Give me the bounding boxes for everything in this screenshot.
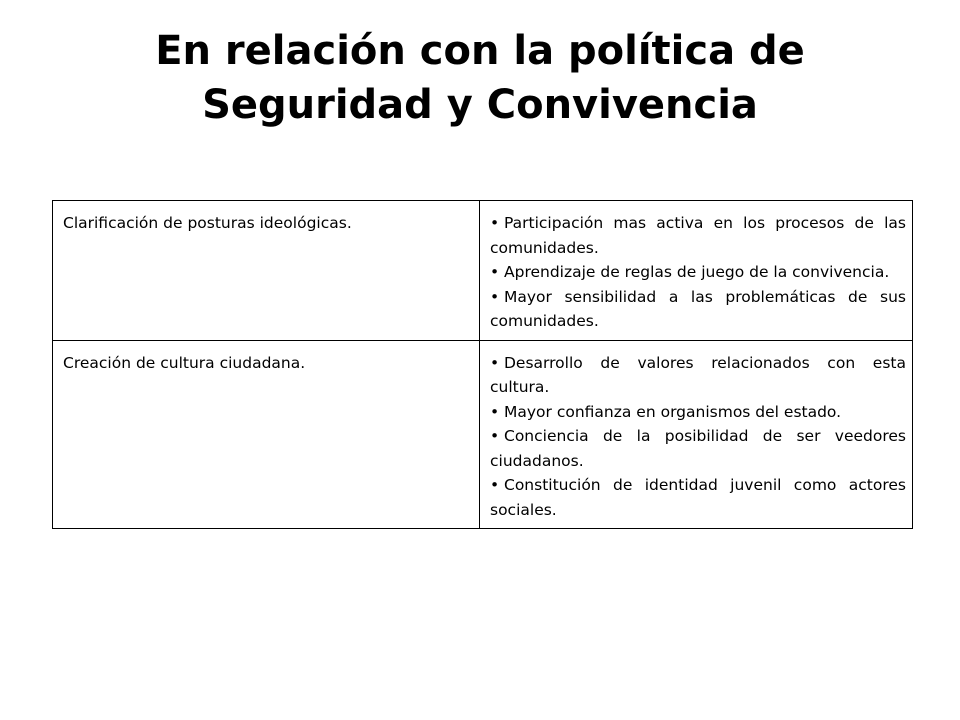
bullet-icon: • (490, 287, 500, 306)
list-item (490, 285, 906, 334)
table-row (53, 340, 913, 529)
list-item-text: Desarrollo de valores relacionados con esta cultura. (490, 353, 906, 396)
bullet-icon: • (490, 214, 500, 232)
outcomes-list (490, 351, 906, 523)
table-cell-outcomes (480, 201, 913, 341)
slide-title-line-2: Seguridad y Convivencia (202, 82, 758, 128)
list-item (490, 473, 906, 522)
bullet-icon: • (490, 402, 500, 421)
list-item (490, 351, 906, 400)
slide-title-line-1: En relación con la política de (155, 28, 805, 74)
list-item-text: Constitución de identidad juvenil como actores sociales. (490, 476, 906, 519)
content-table (52, 200, 913, 529)
table-cell-topic: Clarificación de posturas ideológicas. (53, 201, 480, 341)
bullet-icon: • (490, 427, 500, 445)
slide-title (0, 24, 960, 132)
list-item-text: Mayor confianza en organismos del estado. (504, 402, 842, 421)
list-item-text: Aprendizaje de reglas de juego de la convivencia. (504, 263, 890, 281)
bullet-icon: • (490, 476, 500, 494)
list-item-text: Participación mas activa en los procesos de las comunidades. (490, 214, 906, 257)
list-item (490, 260, 906, 285)
bullet-icon: • (490, 263, 500, 281)
list-item-text: Mayor sensibilidad a las problemáticas de sus comunidades. (490, 287, 906, 330)
list-item (490, 400, 906, 425)
table-cell-outcomes (480, 340, 913, 529)
bullet-icon: • (490, 353, 500, 372)
list-item-text: Conciencia de la posibilidad de ser veedores ciudadanos. (490, 427, 906, 470)
list-item (490, 211, 906, 260)
outcomes-list (490, 211, 906, 334)
list-item (490, 424, 906, 473)
table-cell-topic: Creación de cultura ciudadana. (53, 340, 480, 529)
table-row (53, 201, 913, 341)
